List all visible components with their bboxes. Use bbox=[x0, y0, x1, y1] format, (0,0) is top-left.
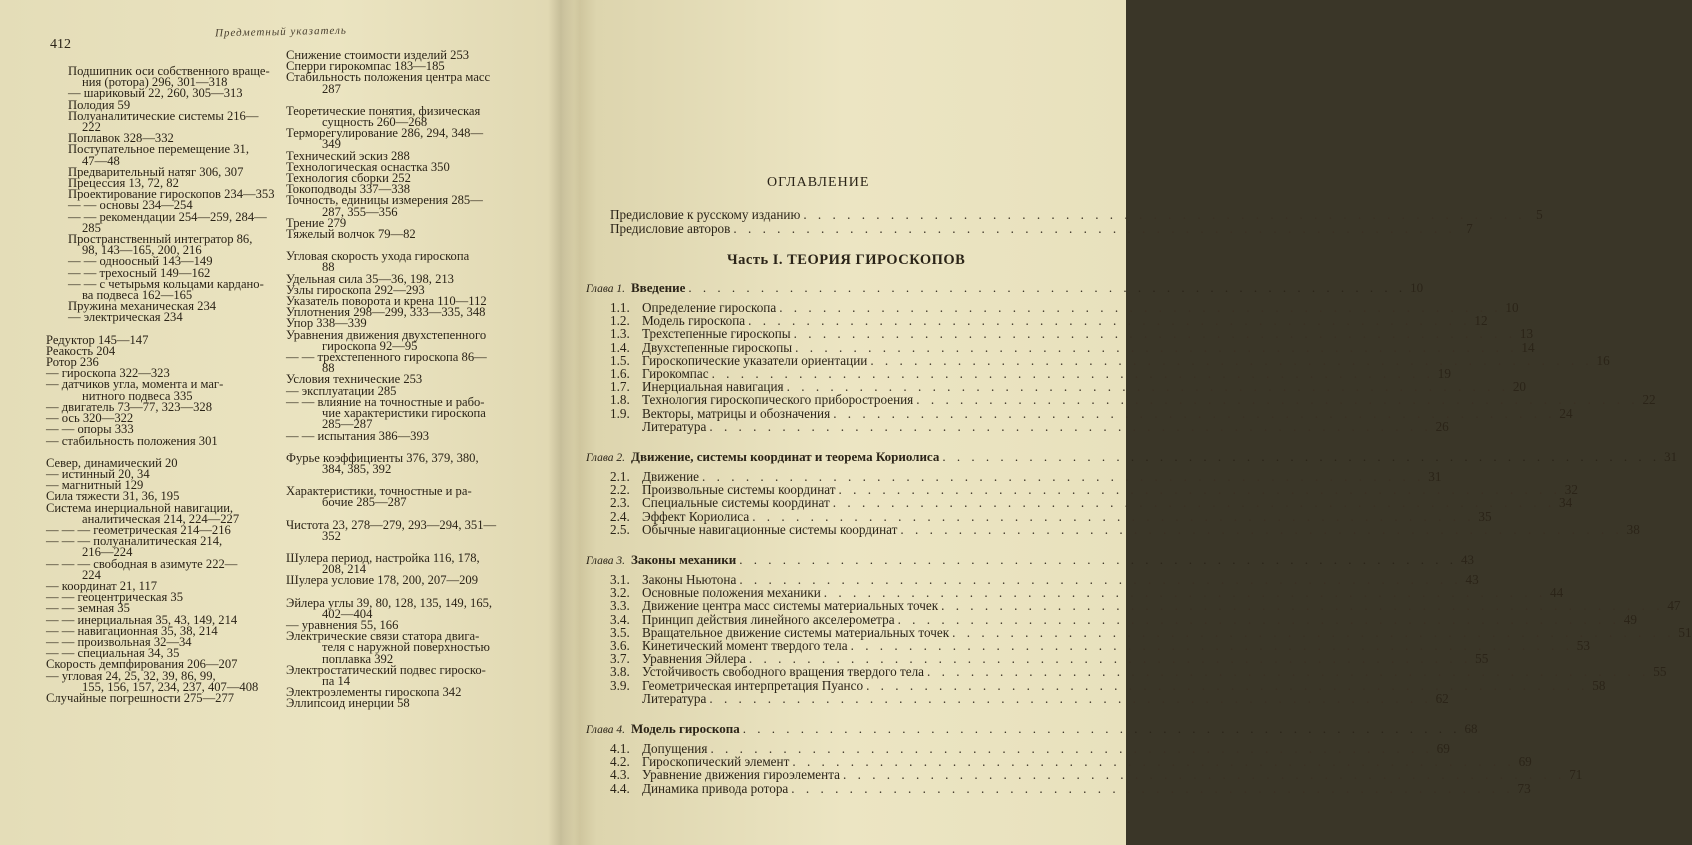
index-entry: па 14 bbox=[322, 673, 351, 688]
index-entry: Север, динамический 20 bbox=[46, 455, 178, 470]
page-ref: 12 bbox=[1474, 313, 1488, 329]
part-title: Часть I. ТЕОРИЯ ГИРОСКОПОВ bbox=[727, 252, 966, 268]
index-entry: Полуаналитические системы 216— bbox=[68, 108, 259, 123]
page-ref: 26 bbox=[1435, 418, 1449, 434]
dot-leader: . . . . . . . . . . . . . . . . . . . . . . . . . . . . . . . . . . . . . . . . . . . . . . . . . . bbox=[823, 585, 1547, 601]
index-entry: Система инерциальной навигации, bbox=[46, 500, 234, 515]
page-ref: 62 bbox=[1435, 690, 1449, 706]
index-entry: — — произвольная 32—34 bbox=[46, 634, 192, 649]
index-entry: Прецессия 13, 72, 82 bbox=[68, 176, 179, 191]
index-entry: Характеристики, точностные и ра- bbox=[286, 484, 472, 499]
index-entry: — — — свободная в азимуте 222— bbox=[46, 556, 238, 571]
index-entry: — гироскопа 322—323 bbox=[46, 366, 170, 381]
section-title: Специальные системы координат bbox=[642, 495, 830, 511]
running-head: Предметный указатель bbox=[214, 24, 347, 40]
page-ref: 19 bbox=[1437, 366, 1451, 381]
section-title: Динамика привода ротора bbox=[642, 780, 789, 796]
index-entry: Технический эскиз 288 bbox=[286, 148, 410, 163]
section-title: Допущения bbox=[642, 741, 708, 756]
dot-leader: . . . . . . . . . . . . . . . . . . . . . . . . . . . . . . . . . . . . . . . . . . . . . . . . . . bbox=[900, 521, 1623, 537]
section-title: Векторы, матрицы и обозначения bbox=[642, 405, 831, 421]
index-entry: 352 bbox=[322, 528, 341, 543]
section-number: 3.7. bbox=[610, 651, 630, 667]
index-entry: Точность, единицы измерения 285— bbox=[286, 193, 483, 208]
dot-leader: . . . . . . . . . . . . . . . . . . . . . . . . . . . . . . . . . . . . . . . . . . . . . . . . . . bbox=[786, 379, 1510, 395]
index-entry: 349 bbox=[322, 137, 341, 152]
index-entry: Снижение стоимости изделий 253 bbox=[286, 48, 470, 62]
section-number: 1.3. bbox=[610, 326, 630, 342]
index-entry: Полодия 59 bbox=[68, 97, 131, 112]
section-number: 1.5. bbox=[610, 352, 630, 368]
chapter-heading bbox=[586, 552, 1474, 568]
index-column-2 bbox=[286, 50, 522, 710]
index-entry: Тяжелый волчок 79—82 bbox=[286, 227, 416, 242]
index-entry: — стабильность положения 301 bbox=[46, 433, 218, 448]
index-entry: Поплавок 328—332 bbox=[68, 131, 174, 146]
toc-section-line bbox=[610, 418, 1449, 435]
page-ref: 73 bbox=[1517, 780, 1531, 796]
section-number: 4.4. bbox=[610, 780, 630, 796]
index-entry: 384, 385, 392 bbox=[322, 461, 392, 476]
dot-leader: . . . . . . . . . . . . . . . . . . . . . . . . . . . . . . . . . . . . . . . . . . . . . . . . . . bbox=[803, 207, 1526, 222]
index-entry: 224 bbox=[82, 567, 101, 582]
section-title: Гирокомпас bbox=[642, 366, 709, 381]
dot-leader: . . . . . . . . . . . . . . . . . . . . . . . . . . . . . . . . . . . . . . . . . . . . . . . . . . bbox=[711, 366, 1434, 381]
page-ref: 10 bbox=[1505, 300, 1519, 315]
index-entry: Технологическая оснастка 350 bbox=[286, 159, 450, 174]
index-entry: 285 bbox=[82, 220, 101, 235]
dot-leader: . . . . . . . . . . . . . . . . . . . . . . . . . . . . . . . . . . . . . . . . . . . . . . . . . . bbox=[739, 552, 1457, 567]
index-entry: 287 bbox=[322, 81, 341, 96]
dot-leader: . . . . . . . . . . . . . . . . . . . . . . . . . . . . . . . . . . . . . . . . . . . . . . . . . . bbox=[702, 469, 1425, 484]
index-entry: — — одноосный 143—149 bbox=[68, 254, 213, 269]
dot-leader: . . . . . . . . . . . . . . . . . . . . . . . . . . . . . . . . . . . . . . . . . . . . . . . . . . bbox=[688, 280, 1407, 295]
section-number: 1.2. bbox=[610, 313, 630, 329]
index-entry: Подшипник оси собственного враще- bbox=[68, 64, 270, 78]
index-entry: Случайные погрешности 275—277 bbox=[46, 690, 235, 705]
section-title: Принцип действия линейного акселерометра bbox=[642, 611, 895, 627]
page-ref: 49 bbox=[1623, 611, 1637, 627]
index-entry: Ротор 236 bbox=[46, 355, 99, 370]
index-entry: 88 bbox=[322, 260, 335, 275]
index-entry: Угловая скорость ухода гироскопа bbox=[286, 249, 470, 264]
index-entry: — — навигационная 35, 38, 214 bbox=[46, 623, 218, 638]
chapter-title: Введение bbox=[631, 280, 686, 295]
dot-leader: . . . . . . . . . . . . . . . . . . . . . . . . . . . . . . . . . . . . . . . . . . . . . . . . . . bbox=[843, 767, 1566, 783]
index-entry: Электроэлементы гироскопа 342 bbox=[286, 685, 462, 700]
index-entry: — — рекомендации 254—259, 284— bbox=[68, 209, 267, 224]
page-ref: 44 bbox=[1550, 585, 1564, 601]
page-ref: 43 bbox=[1465, 572, 1479, 587]
chapter-title: Модель гироскопа bbox=[631, 721, 740, 736]
section-title: Гироскопические указатели ориентации bbox=[642, 352, 868, 368]
index-entry: — истинный 20, 34 bbox=[46, 466, 150, 481]
index-entry: Сила тяжести 31, 36, 195 bbox=[46, 489, 180, 504]
dot-leader: . . . . . . . . . . . . . . . . . . . . . . . . . . . . . . . . . . . . . . . . . . . . . . . . . . bbox=[791, 780, 1514, 796]
section-title: Инерциальная навигация bbox=[642, 379, 784, 395]
index-entry: Эйлера углы 39, 80, 128, 135, 149, 165, bbox=[286, 595, 493, 610]
dot-leader: . . . . . . . . . . . . . . . . . . . . . . . . . . . . . . . . . . . . . . . . . . . . . . . . . . bbox=[916, 392, 1639, 408]
index-entry: — — испытания 386—393 bbox=[286, 428, 430, 443]
page-ref: 31 bbox=[1428, 469, 1442, 484]
index-entry: — двигатель 73—77, 323—328 bbox=[46, 399, 212, 414]
index-entry: Электростатический подвес гироско- bbox=[286, 662, 486, 677]
index-entry: Скорость демпфирования 206—207 bbox=[46, 657, 238, 672]
chapter-label: Глава 1. bbox=[586, 283, 625, 295]
index-entry: Сперри гирокомпас 183—185 bbox=[286, 59, 445, 74]
index-entry: поплавка 392 bbox=[322, 651, 394, 666]
index-entry: — уравнения 55, 166 bbox=[286, 617, 399, 632]
dot-leader: . . . . . . . . . . . . . . . . . . . . . . . . . . . . . . . . . . . . . . . . . . . . . . . . . . bbox=[748, 313, 1471, 329]
chapter-heading bbox=[586, 280, 1424, 296]
index-entry: Трение 279 bbox=[286, 215, 347, 230]
page-ref: 68 bbox=[1464, 721, 1478, 736]
index-entry: — — опоры 333 bbox=[46, 422, 134, 437]
section-number: 4.3. bbox=[610, 767, 630, 783]
dot-leader: . . . . . . . . . . . . . . . . . . . . . . . . . . . . . . . . . . . . . . . . . . . . . . . . . . bbox=[927, 664, 1650, 680]
section-title: Геометрическая интерпретация Пуансо bbox=[642, 677, 864, 693]
section-title: Модель гироскопа bbox=[642, 313, 746, 329]
dot-leader: . . . . . . . . . . . . . . . . . . . . . . . . . . . . . . . . . . . . . . . . . . . . . . . . . . bbox=[742, 721, 1461, 736]
index-entry: Шулера период, настройка 116, 178, bbox=[286, 550, 480, 565]
dot-leader: . . . . . . . . . . . . . . . . . . . . . . . . . . . . . . . . . . . . . . . . . . . . . . . . . . bbox=[850, 638, 1573, 653]
chapter-title: Законы механики bbox=[631, 552, 737, 567]
chapter-title: Движение, системы координат и теорема Кориолиса bbox=[631, 449, 940, 464]
page-ref: 16 bbox=[1596, 352, 1610, 368]
index-entry: ния (ротора) 296, 301—318 bbox=[82, 75, 228, 90]
index-entry: Эллипсоид инерции 58 bbox=[286, 696, 410, 711]
index-entry: 88 bbox=[322, 361, 335, 376]
page-ref: 69 bbox=[1518, 754, 1532, 770]
index-entry: 222 bbox=[82, 120, 101, 135]
dot-leader: . . . . . . . . . . . . . . . . . . . . . . . . . . . . . . . . . . . . . . . . . . . . . . . . . . bbox=[733, 221, 1456, 236]
dot-leader: . . . . . . . . . . . . . . . . . . . . . . . . . . . . . . . . . . . . . . . . . . . . . . . . . . bbox=[833, 405, 1556, 421]
section-title: Трехстепенные гироскопы bbox=[642, 326, 791, 342]
index-entry: — — геоцентрическая 35 bbox=[46, 590, 184, 605]
index-entry: — — инерциальная 35, 43, 149, 214 bbox=[46, 612, 238, 627]
section-number: 3.8. bbox=[610, 664, 630, 680]
index-entry: Пространственный интегратор 86, bbox=[68, 232, 253, 247]
dot-leader: . . . . . . . . . . . . . . . . . . . . . . . . . . . . . . . . . . . . . . . . . . . . . . . . . . bbox=[952, 624, 1675, 640]
index-entry: 287, 355—356 bbox=[322, 204, 398, 219]
page-ref: 35 bbox=[1478, 508, 1492, 524]
dot-leader: . . . . . . . . . . . . . . . . . . . . . . . . . . . . . . . . . . . . . . . . . . . . . . . . . . bbox=[866, 677, 1589, 693]
section-number: 1.9. bbox=[610, 405, 630, 421]
section-number: 1.1. bbox=[610, 300, 630, 315]
dot-leader: . . . . . . . . . . . . . . . . . . . . . . . . . . . . . . . . . . . . . . . . . . . . . . . . . . bbox=[941, 598, 1664, 614]
page-ref: 53 bbox=[1576, 638, 1590, 653]
dot-leader: . . . . . . . . . . . . . . . . . . . . . . . . . . . . . . . . . . . . . . . . . . . . . . . . . . bbox=[709, 418, 1432, 434]
section-number: 3.6. bbox=[610, 638, 630, 653]
page-ref: 69 bbox=[1436, 741, 1450, 756]
page-ref: 22 bbox=[1642, 392, 1656, 408]
section-number: 4.1. bbox=[610, 741, 630, 756]
index-entry: — датчиков угла, момента и маг- bbox=[46, 377, 224, 392]
index-entry: гироскопа 92—95 bbox=[322, 338, 418, 353]
index-entry: 98, 143—165, 200, 216 bbox=[82, 243, 202, 258]
index-column-1 bbox=[46, 66, 286, 704]
index-entry: ва подвеса 162—165 bbox=[82, 288, 193, 303]
section-number: 2.3. bbox=[610, 495, 630, 511]
section-label bbox=[610, 691, 706, 707]
page-ref: 24 bbox=[1559, 405, 1573, 421]
dot-leader: . . . . . . . . . . . . . . . . . . . . . . . . . . . . . . . . . . . . . . . . . . . . . . . . . . bbox=[832, 495, 1556, 511]
section-title: Основные положения механики bbox=[642, 585, 821, 601]
left-page-subject-index bbox=[0, 0, 560, 845]
index-entry: — — земная 35 bbox=[46, 601, 130, 616]
page-number: 412 bbox=[50, 37, 71, 52]
dot-leader: . . . . . . . . . . . . . . . . . . . . . . . . . . . . . . . . . . . . . . . . . . . . . . . . . . bbox=[779, 300, 1502, 315]
section-title: Кинетический момент твердого тела bbox=[642, 638, 848, 653]
preface-title: Предисловие к русскому изданию bbox=[610, 207, 801, 222]
section-title: Обычные навигационные системы координат bbox=[642, 521, 898, 537]
chapter-label: Глава 4. bbox=[586, 724, 625, 736]
index-entry: бочие 285—287 bbox=[322, 495, 407, 510]
index-entry: нитного подвеса 335 bbox=[82, 388, 193, 403]
dot-leader: . . . . . . . . . . . . . . . . . . . . . . . . . . . . . . . . . . . . . . . . . . . . . . . . . . bbox=[710, 741, 1433, 756]
chapter-label: Глава 2. bbox=[586, 452, 625, 464]
index-entry: — — с четырьмя кольцами кардано- bbox=[68, 276, 264, 291]
index-entry: — шариковый 22, 260, 305—313 bbox=[68, 86, 243, 101]
page-ref: 55 bbox=[1653, 664, 1667, 680]
index-entry: Токоподводы 337—338 bbox=[286, 182, 411, 197]
index-entry: аналитическая 214, 224—227 bbox=[82, 511, 240, 526]
section-title: Законы Ньютона bbox=[642, 572, 737, 587]
dot-leader: . . . . . . . . . . . . . . . . . . . . . . . . . . . . . . . . . . . . . . . . . . . . . . . . . . bbox=[838, 482, 1561, 498]
index-entry: Редуктор 145—147 bbox=[46, 332, 149, 347]
section-title: Произвольные системы координат bbox=[642, 482, 836, 498]
section-label bbox=[610, 522, 897, 538]
section-title: Технология гироскопического приборостроения bbox=[642, 392, 914, 408]
dot-leader: . . . . . . . . . . . . . . . . . . . . . . . . . . . . . . . . . . . . . . . . . . . . . . . . . . bbox=[897, 611, 1620, 627]
index-entry: Технология сборки 252 bbox=[286, 171, 411, 186]
section-number: 3.5. bbox=[610, 624, 630, 640]
dot-leader: . . . . . . . . . . . . . . . . . . . . . . . . . . . . . . . . . . . . . . . . . . . . . . . . . . bbox=[752, 508, 1475, 524]
index-entry: — координат 21, 117 bbox=[46, 578, 158, 593]
index-entry: Реакость 204 bbox=[46, 343, 116, 358]
section-number: 3.9. bbox=[610, 677, 630, 693]
section-number: 3.2. bbox=[610, 585, 630, 601]
index-entry: Шулера условие 178, 200, 207—209 bbox=[286, 573, 478, 588]
section-number: 4.2. bbox=[610, 754, 630, 770]
index-entry: — — влияние на точностные и рабо- bbox=[286, 394, 485, 409]
page-ref: 43 bbox=[1460, 552, 1474, 567]
section-number: 3.1. bbox=[610, 572, 630, 587]
dot-leader: . . . . . . . . . . . . . . . . . . . . . . . . . . . . . . . . . . . . . . . . . . . . . . . . . . bbox=[709, 690, 1432, 706]
section-title: Уравнения Эйлера bbox=[642, 651, 746, 667]
index-entry: Уравнения движения двухстепенного bbox=[286, 327, 487, 342]
index-entry: Упор 338—339 bbox=[286, 316, 367, 331]
section-number: 2.4. bbox=[610, 508, 630, 524]
dot-leader: . . . . . . . . . . . . . . . . . . . . . . . . . . . . . . . . . . . . . . . . . . . . . . . . . . bbox=[739, 572, 1462, 587]
toc-section-line bbox=[610, 521, 1640, 538]
section-title: Литература bbox=[642, 418, 707, 434]
section-number: 1.6. bbox=[610, 366, 630, 381]
index-entry: Электрические связи статора двига- bbox=[286, 629, 480, 644]
section-title: Уравнение движения гироэлемента bbox=[642, 767, 840, 783]
right-page-table-of-contents bbox=[572, 0, 1692, 845]
toc-section-line bbox=[610, 690, 1449, 707]
page-ref: 34 bbox=[1558, 495, 1573, 511]
dot-leader: . . . . . . . . . . . . . . . . . . . . . . . . . . . . . . . . . . . . . . . . . . . . . . . . . . bbox=[793, 326, 1517, 342]
index-entry: Стабильность положения центра масс bbox=[286, 70, 491, 85]
section-number: 2.5. bbox=[610, 521, 630, 537]
section-title: Устойчивость свободного вращения твердого тела bbox=[642, 664, 925, 680]
index-entry: — эксплуатации 285 bbox=[286, 383, 397, 398]
page-ref: 5 bbox=[1536, 207, 1543, 222]
index-entry: — — — полуаналитическая 214, bbox=[46, 534, 223, 549]
page-ref: 10 bbox=[1410, 280, 1424, 295]
chapter-heading bbox=[586, 721, 1478, 737]
index-entry: — угловая 24, 25, 32, 39, 86, 99, bbox=[46, 668, 216, 683]
section-title: Определение гироскопа bbox=[642, 300, 777, 315]
index-entry: Условия технические 253 bbox=[286, 372, 423, 387]
section-number: 3.4. bbox=[610, 611, 630, 627]
index-entry: 216—224 bbox=[82, 545, 133, 560]
toc-title: ОГЛАВЛЕНИЕ bbox=[767, 175, 870, 190]
section-title: Двухстепенные гироскопы bbox=[642, 339, 793, 355]
page-ref: 71 bbox=[1569, 767, 1583, 783]
section-title: Гироскопический элемент bbox=[642, 754, 790, 770]
page-ref: 31 bbox=[1664, 449, 1678, 464]
section-title: Движение центра масс системы материальных точек bbox=[642, 598, 939, 614]
page-ref: 51 bbox=[1678, 624, 1692, 640]
page-ref: 7 bbox=[1466, 221, 1473, 236]
page-ref: 47 bbox=[1667, 598, 1681, 614]
index-entry: Уплотнения 298—299, 333—335, 348 bbox=[286, 305, 486, 320]
index-entry: Теоретические понятия, физическая bbox=[286, 103, 481, 118]
section-number: 3.3. bbox=[610, 598, 630, 614]
section-label bbox=[610, 781, 788, 797]
index-entry: теля с наружной поверхностью bbox=[322, 640, 490, 655]
index-entry: Удельная сила 35—36, 198, 213 bbox=[286, 271, 454, 286]
page-ref: 13 bbox=[1519, 326, 1534, 342]
index-entry: — магнитный 129 bbox=[46, 478, 144, 493]
section-number: 1.4. bbox=[610, 339, 630, 355]
section-title: Литература bbox=[642, 690, 707, 706]
section-number: 2.1. bbox=[610, 469, 630, 484]
chapter-heading bbox=[586, 449, 1678, 465]
index-entry: 208, 214 bbox=[322, 562, 367, 577]
toc-section-line bbox=[610, 780, 1531, 797]
dot-leader: . . . . . . . . . . . . . . . . . . . . . . . . . . . . . . . . . . . . . . . . . . . . . . . . . . bbox=[748, 651, 1472, 667]
index-entry: 285—287 bbox=[322, 417, 373, 432]
index-entry: Чистота 23, 278—279, 293—294, 351— bbox=[286, 517, 497, 532]
index-entry: 47—48 bbox=[82, 153, 120, 168]
index-entry: Терморегулирование 286, 294, 348— bbox=[286, 126, 484, 141]
index-entry: — — трехосный 149—162 bbox=[68, 265, 211, 280]
index-entry: — — — геометрическая 214—216 bbox=[46, 522, 231, 537]
index-entry: Поступательное перемещение 31, bbox=[68, 142, 250, 157]
index-entry: сущность 260—268 bbox=[322, 115, 428, 130]
index-entry: — — специальная 34, 35 bbox=[46, 646, 180, 661]
page-ref: 58 bbox=[1592, 677, 1606, 693]
index-entry: Предварительный натяг 306, 307 bbox=[68, 164, 244, 179]
index-entry: Проектирование гироскопов 234—353 bbox=[68, 187, 275, 202]
page-ref: 55 bbox=[1475, 651, 1489, 667]
section-number: 1.7. bbox=[610, 379, 630, 395]
index-entry: — — трехстепенного гироскопа 86— bbox=[286, 350, 487, 365]
section-label bbox=[610, 419, 706, 435]
index-entry: Указатель поворота и крена 110—112 bbox=[286, 294, 487, 309]
section-title: Вращательное движение системы материальных точек bbox=[642, 624, 950, 640]
index-entry: — — основы 234—254 bbox=[68, 198, 193, 213]
page-ref: 20 bbox=[1512, 379, 1527, 395]
index-entry: чие характеристики гироскопа bbox=[322, 406, 486, 421]
chapter-label: Глава 3. bbox=[586, 555, 625, 567]
index-entry: Узлы гироскопа 292—293 bbox=[286, 282, 425, 297]
section-title: Движение bbox=[642, 469, 700, 484]
index-entry: Пружина механическая 234 bbox=[68, 299, 217, 314]
toc-preface-line bbox=[610, 221, 1473, 237]
index-entry: — ось 320—322 bbox=[46, 411, 134, 426]
page-ref: 38 bbox=[1626, 521, 1640, 537]
dot-leader: . . . . . . . . . . . . . . . . . . . . . . . . . . . . . . . . . . . . . . . . . . . . . . . . . . bbox=[792, 754, 1515, 770]
index-entry: — электрическая 234 bbox=[68, 310, 183, 325]
page-ref: 14 bbox=[1521, 339, 1535, 355]
index-entry: Фурье коэффициенты 376, 379, 380, bbox=[286, 450, 479, 465]
index-entry: 402—404 bbox=[322, 606, 373, 621]
page-ref: 32 bbox=[1564, 482, 1578, 498]
dot-leader: . . . . . . . . . . . . . . . . . . . . . . . . . . . . . . . . . . . . . . . . . . . . . . . . . . bbox=[942, 449, 1661, 464]
index-entry: 155, 156, 157, 234, 237, 407—408 bbox=[82, 679, 259, 694]
preface-title: Предисловие авторов bbox=[610, 221, 731, 236]
section-number: 1.8. bbox=[610, 392, 630, 408]
dot-leader: . . . . . . . . . . . . . . . . . . . . . . . . . . . . . . . . . . . . . . . . . . . . . . . . . . bbox=[795, 339, 1518, 355]
section-number: 2.2. bbox=[610, 482, 630, 498]
section-title: Эффект Кориолиса bbox=[642, 508, 750, 524]
dot-leader: . . . . . . . . . . . . . . . . . . . . . . . . . . . . . . . . . . . . . . . . . . . . . . . . . . bbox=[870, 352, 1593, 368]
